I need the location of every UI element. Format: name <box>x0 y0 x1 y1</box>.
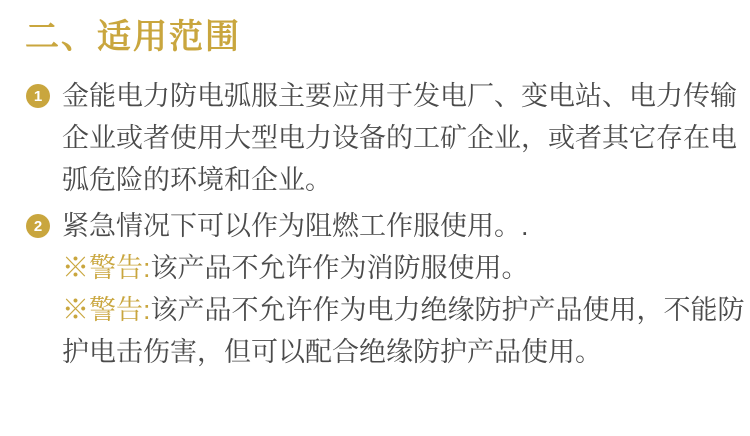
warning-1-line <box>62 247 745 289</box>
section-content <box>26 75 750 373</box>
item-1-line-1: 金能电力防电弧服主要应用于发电厂、变电站、电力传输 <box>62 81 737 111</box>
usage-item-1 <box>26 75 750 201</box>
warning-2-text-part-1: 该产品不允许作为电力绝缘防护产品使用，不能防 <box>150 295 745 325</box>
warning-1-label: ※警告: <box>62 253 151 283</box>
warning-1-text: 该产品不允许作为消防服使用。 <box>150 253 529 283</box>
item-1-line-2: 企业或者使用大型电力设备的工矿企业，或者其它存在电 <box>62 123 737 153</box>
item-1-text <box>62 75 737 201</box>
item-2-line-1: 紧急情况下可以作为阻燃工作服使用。. <box>62 211 529 241</box>
item-2-number-badge: 2 <box>26 214 50 238</box>
warning-2-line-1 <box>62 289 745 331</box>
item-1-line-3: 弧危险的环境和企业。 <box>62 165 332 195</box>
item-1-number-badge: 1 <box>26 84 50 108</box>
usage-item-2 <box>26 205 750 373</box>
warning-2-line-2: 护电击伤害，但可以配合绝缘防护产品使用。 <box>62 337 602 367</box>
warning-2-label: ※警告: <box>62 295 151 325</box>
product-description-section <box>0 17 750 436</box>
section-title: 二、适用范围 <box>25 18 241 56</box>
item-2-text <box>62 205 745 373</box>
